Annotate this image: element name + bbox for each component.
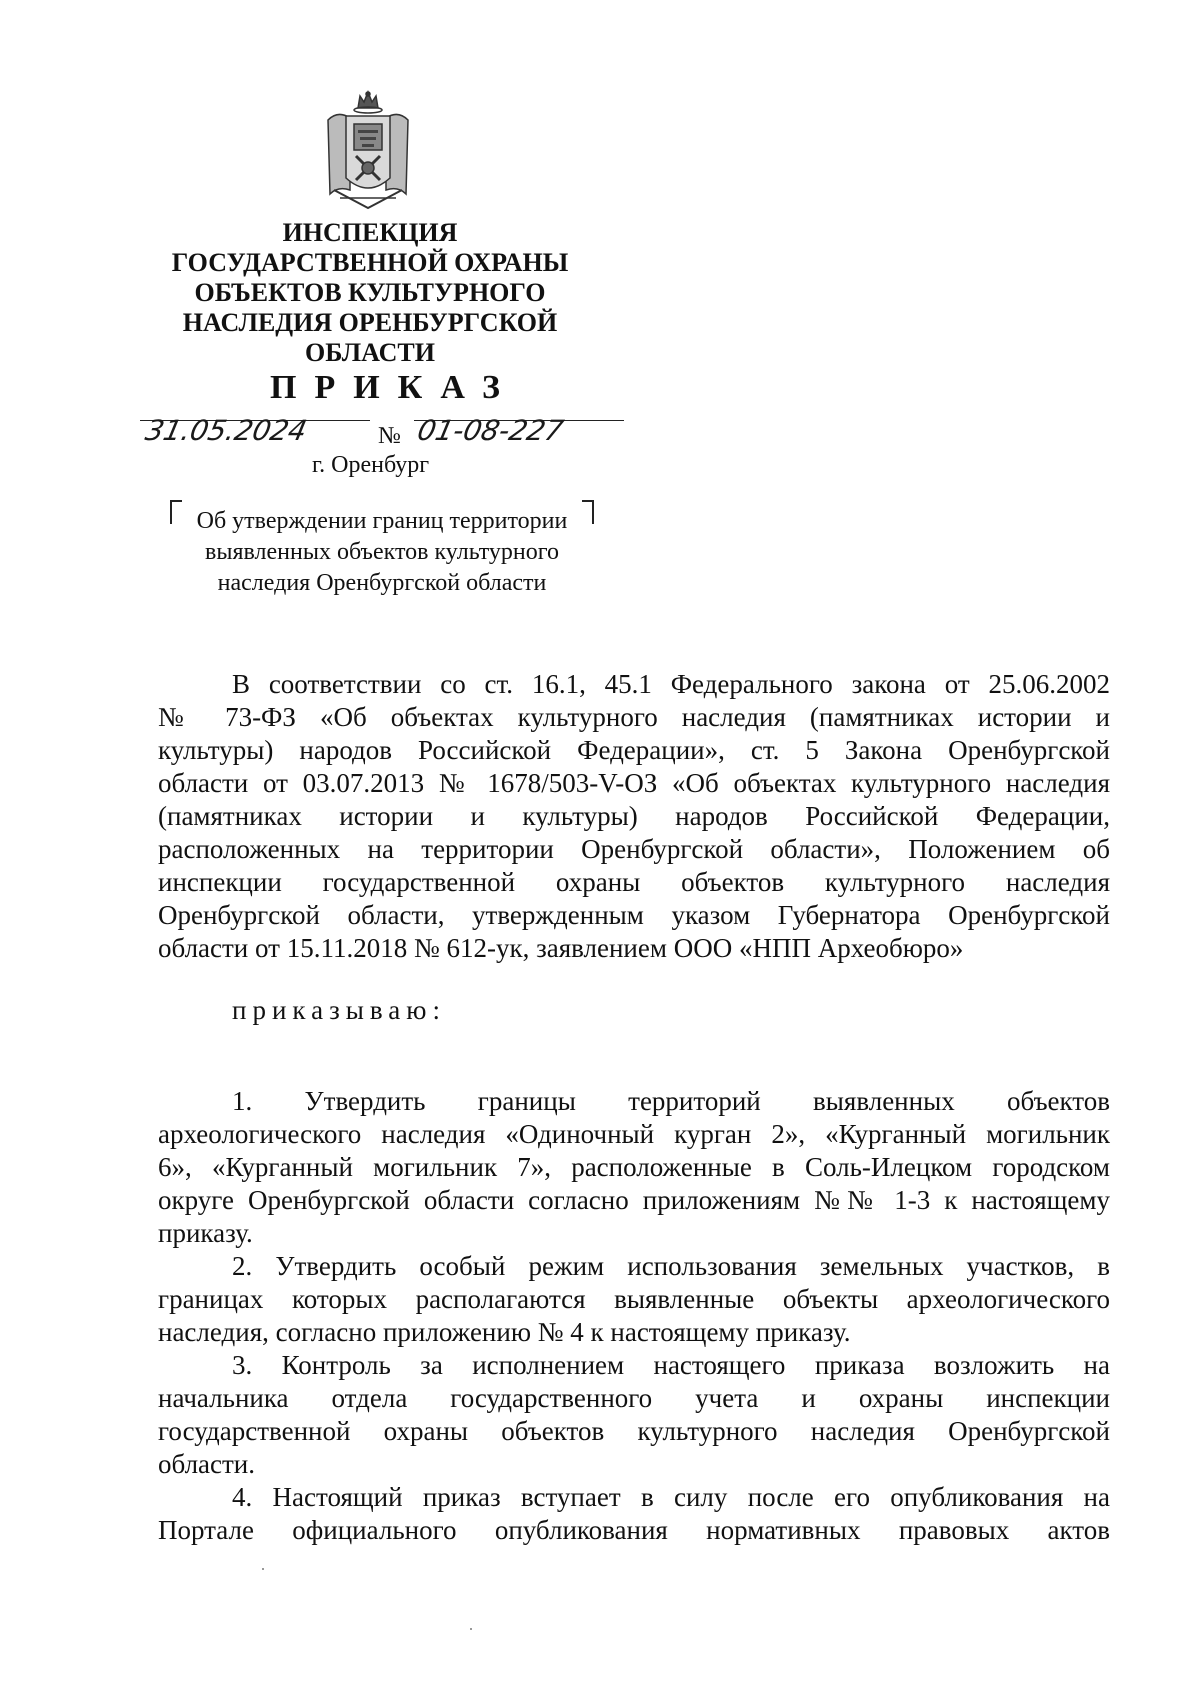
item-line: археологического наследия «Одиночный курган 2», «Курганный могильник <box>158 1119 1110 1149</box>
subject-line: наследия Оренбургской области <box>217 570 547 596</box>
item-line: приказу. <box>158 1218 253 1248</box>
item-line: 3. Контроль за исполнением настоящего приказа возложить на <box>232 1350 1110 1380</box>
document-subject <box>182 506 582 599</box>
scan-speck <box>470 1628 472 1630</box>
preamble-line: Оренбургской области, утвержденным указом Губернатора Оренбургской <box>158 900 1110 930</box>
order-items <box>158 1085 1110 1547</box>
preamble-line: области от 15.11.2018 № 612-ук, заявлением ООО «НПП Археобюро» <box>158 933 964 963</box>
org-line: ОБЛАСТИ <box>305 338 435 367</box>
item-line: области. <box>158 1449 256 1479</box>
document-type: ПРИКАЗ <box>270 369 518 406</box>
org-line: ИНСПЕКЦИЯ <box>282 218 458 247</box>
preamble-line: инспекции государственной охраны объектов культурного наследия <box>158 867 1110 897</box>
preamble-line: культуры) народов Российской Федерации», ст. 5 Закона Оренбургской <box>158 735 1110 765</box>
preamble-line: В соответствии со ст. 16.1, 45.1 Федерального закона от 25.06.2002 <box>232 669 1110 699</box>
preamble-line: № 73-ФЗ «Об объектах культурного наследия (памятниках истории и <box>158 702 1110 732</box>
subject-line: Об утверждении границ территории <box>196 508 568 534</box>
coat-of-arms-icon <box>320 90 416 212</box>
organization-name <box>160 218 580 368</box>
scan-speck <box>262 1568 264 1570</box>
item-line: 4. Настоящий приказ вступает в силу после его опубликования на <box>232 1482 1110 1512</box>
number-sign: № <box>378 423 401 449</box>
preamble-line: (памятниках истории и культуры) народов Российской Федерации, <box>158 801 1110 831</box>
subject-bracket-left <box>170 500 182 524</box>
subject-line: выявленных объектов культурного <box>204 539 559 565</box>
order-word: приказываю: <box>232 995 446 1025</box>
preamble-line: расположенных на территории Оренбургской области», Положением об <box>158 834 1110 864</box>
item-line: округе Оренбургской области согласно приложениям №№ 1-3 к настоящему <box>158 1185 1110 1215</box>
subject-bracket-right <box>582 500 594 524</box>
item-line: наследия, согласно приложению № 4 к настоящему приказу. <box>158 1317 851 1347</box>
org-line: ОБЪЕКТОВ КУЛЬТУРНОГО <box>194 278 546 307</box>
item-line: границах которых располагаются выявленные объекты археологического <box>158 1284 1110 1314</box>
item-line: Портале официального опубликования нормативных правовых актов <box>158 1515 1110 1545</box>
item-line: 6», «Курганный могильник 7», расположенные в Соль-Илецком городском <box>158 1152 1110 1182</box>
org-line: ГОСУДАРСТВЕННОЙ ОХРАНЫ <box>171 248 569 277</box>
item-line: 2. Утвердить особый режим использования земельных участков, в <box>232 1251 1110 1281</box>
handwritten-number: 01-08-227 <box>414 414 567 447</box>
item-line: начальника отдела государственного учета и охраны инспекции <box>158 1383 1110 1413</box>
preamble-line: области от 03.07.2013 № 1678/503-V-ОЗ «Об объектах культурного наследия <box>158 768 1110 798</box>
preamble-paragraph <box>158 668 1110 965</box>
org-line: НАСЛЕДИЯ ОРЕНБУРГСКОЙ <box>182 308 558 337</box>
city: г. Оренбург <box>312 452 430 478</box>
handwritten-date: 31.05.2024 <box>142 414 310 447</box>
item-line: 1. Утвердить границы территорий выявленных объектов <box>232 1086 1110 1116</box>
item-line: государственной охраны объектов культурного наследия Оренбургской <box>158 1416 1110 1446</box>
